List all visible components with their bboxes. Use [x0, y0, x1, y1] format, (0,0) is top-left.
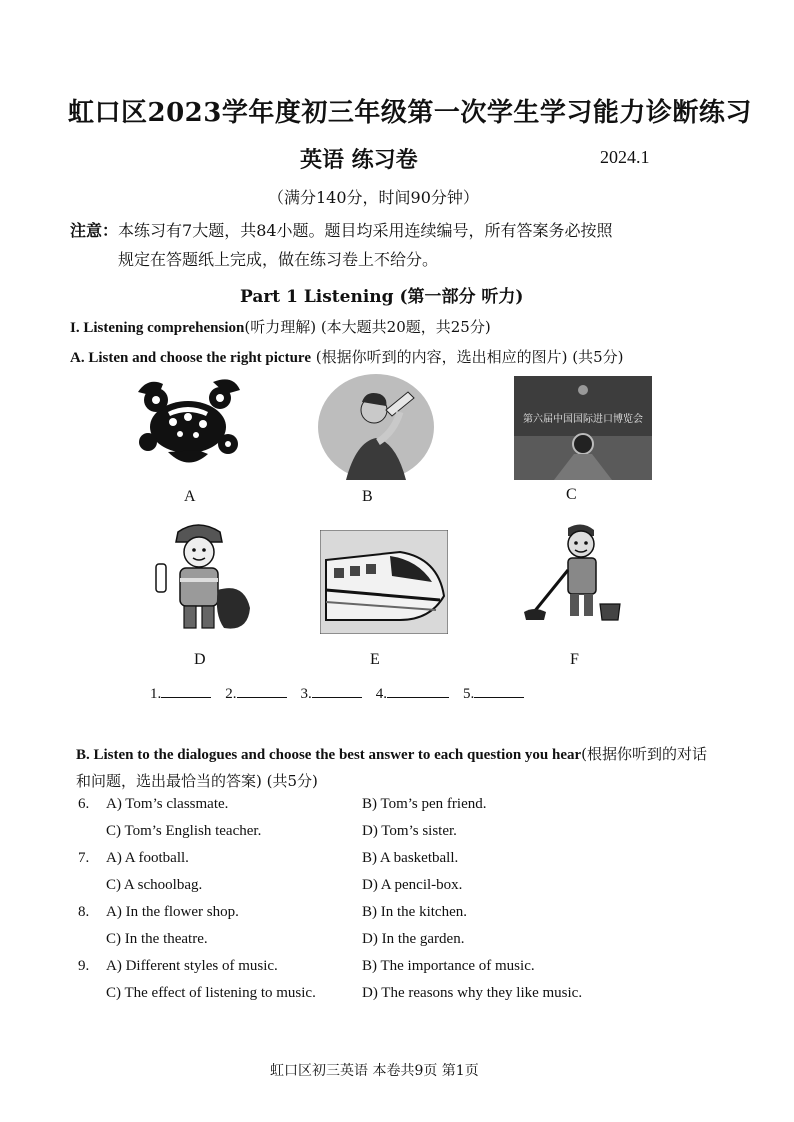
q7-option-d: D) A pencil-box. [362, 877, 463, 893]
q8-option-b: B) In the kitchen. [362, 904, 467, 920]
picture-label-e: E [370, 651, 380, 668]
answer-blank-5[interactable]: 5. [463, 683, 524, 703]
picture-label-b: B [362, 488, 373, 505]
notice-block [70, 216, 710, 274]
poster-text: 第六届中国国际进口博览会 [523, 414, 643, 425]
section-b-zh: (根据你听到的对话和问题，选出最恰当的答案) (共5分) [76, 745, 708, 790]
q9-option-a: A) Different styles of music. [106, 958, 278, 974]
q8-option-d: D) In the garden. [362, 931, 465, 947]
q6-option-a: A) Tom’s classmate. [106, 796, 229, 812]
picture-label-a: A [184, 488, 196, 505]
q6-option-d: D) Tom’s sister. [362, 823, 457, 839]
notice-line-2: 规定在答题纸上完成，做在练习卷上不给分。 [118, 250, 439, 269]
question-number-8: 8. [78, 904, 90, 920]
score-time-line: （满分140分，时间90分钟） [268, 188, 479, 207]
boy-mopping-icon [520, 518, 630, 628]
part-title: Part 1 Listening (第一部分 听力) [240, 287, 524, 307]
section-a-heading [70, 346, 623, 367]
notice-line-1: 本练习有7大题，共84小题。题目均采用连续编号，所有答案务必按照 [118, 221, 613, 240]
q6-option-b: B) Tom’s pen friend. [362, 796, 487, 812]
section-a-en: A. Listen and choose the right picture [70, 350, 311, 366]
answer-blank-4[interactable]: 4. [376, 683, 449, 703]
q9-option-b: B) The importance of music. [362, 958, 535, 974]
q8-option-c: C) In the theatre. [106, 931, 208, 947]
answer-blank-3[interactable]: 3. [301, 683, 362, 703]
woman-drinking-icon [316, 372, 436, 482]
cleaner-worker-icon [148, 518, 258, 636]
paper-subtitle: 英语 练习卷 [300, 147, 418, 173]
page-footer: 虹口区初三英语 本卷共9页 第1页 [270, 1063, 479, 1079]
bullet-train-icon [320, 530, 448, 634]
exam-date: 2024.1 [600, 147, 650, 167]
q7-option-b: B) A basketball. [362, 850, 459, 866]
section-1-en: I. Listening comprehension [70, 320, 245, 336]
notice-label: 注意： [70, 221, 119, 240]
answer-blank-2[interactable]: 2. [225, 683, 286, 703]
section-b-heading [76, 741, 716, 794]
q7-option-a: A) A football. [106, 850, 189, 866]
section-b-en: B. Listen to the dialogues and choose the best answer to each question you hear [76, 747, 582, 763]
section-1-heading [70, 316, 491, 337]
q9-option-d: D) The reasons why they like music. [362, 985, 583, 1001]
q6-option-c: C) Tom’s English teacher. [106, 823, 262, 839]
picture-label-d: D [194, 651, 206, 668]
question-number-7: 7. [78, 850, 90, 866]
page-title: 虹口区2023学年度初三年级第一次学生学习能力诊断练习 [68, 98, 752, 128]
q8-option-a: A) In the flower shop. [106, 904, 239, 920]
answer-blanks-row [150, 683, 524, 703]
q7-option-c: C) A schoolbag. [106, 877, 203, 893]
picture-label-f: F [570, 651, 579, 668]
expo-poster-icon [514, 376, 652, 480]
question-number-9: 9. [78, 958, 90, 974]
paper-cut-icon [128, 372, 248, 477]
section-a-zh: (根据你听到的内容，选出相应的图片) (共5分) [310, 348, 624, 366]
question-number-6: 6. [78, 796, 90, 812]
q9-option-c: C) The effect of listening to music. [106, 985, 316, 1001]
picture-label-c: C [566, 486, 577, 503]
section-1-zh: (听力理解) (本大题共20题，共25分) [244, 318, 491, 336]
answer-blank-1[interactable]: 1. [150, 683, 211, 703]
